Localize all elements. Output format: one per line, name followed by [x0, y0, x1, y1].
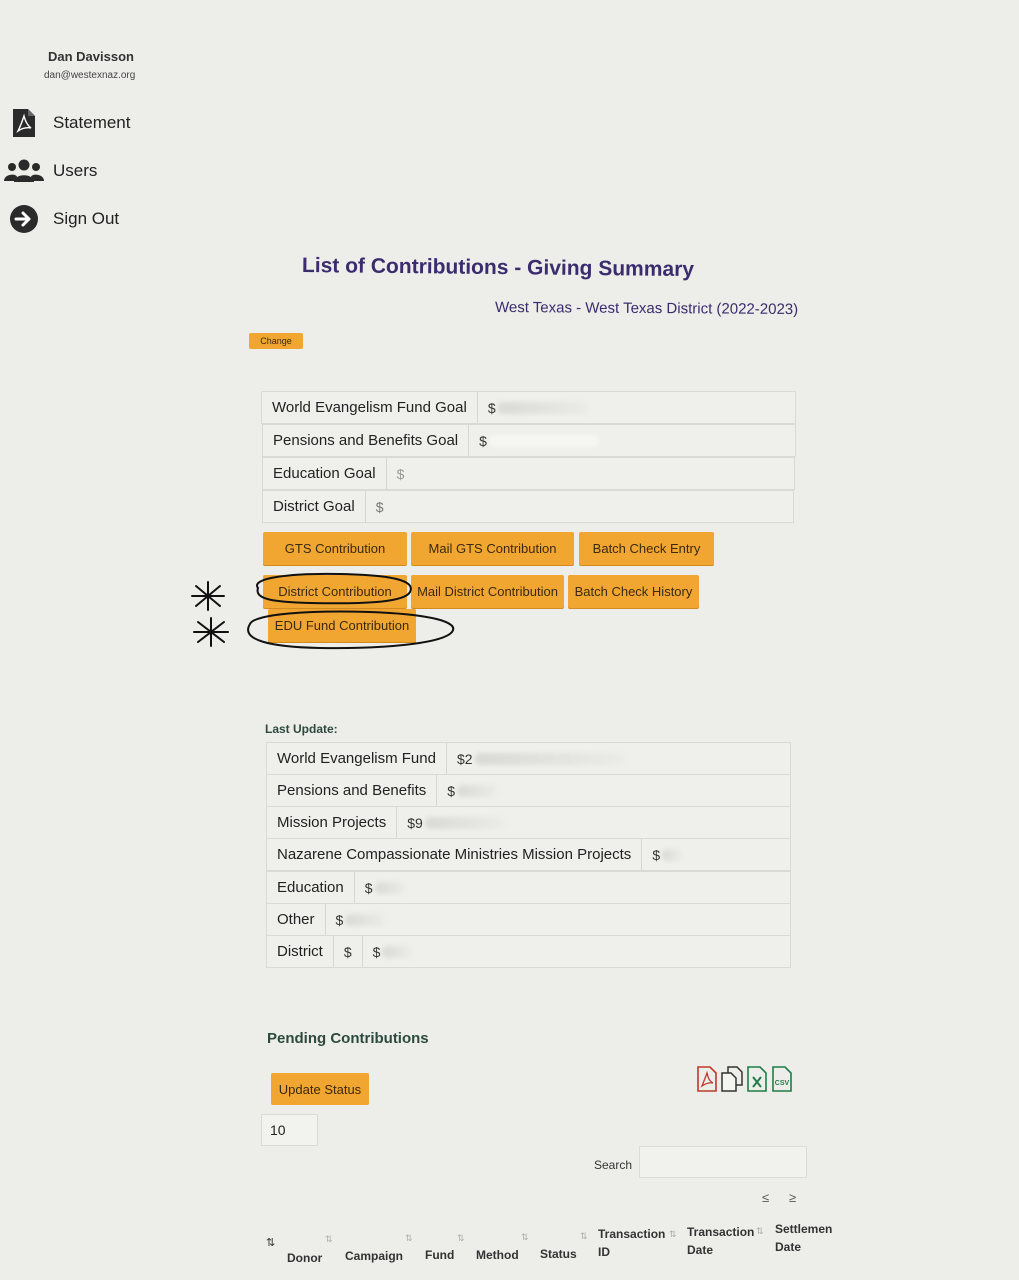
fund-label: Nazarene Compassionate Ministries Mission Projects	[267, 839, 642, 870]
sort-icon[interactable]: ⇅	[266, 1237, 276, 1249]
column-header-donor[interactable]: Donor	[287, 1251, 323, 1265]
fund-label: Education	[267, 872, 355, 903]
users-icon	[4, 156, 44, 186]
fund-value: $	[642, 839, 790, 870]
fund-row-mission-projects	[266, 806, 791, 839]
sidebar-item-label: Users	[53, 161, 98, 180]
change-button[interactable]: Change	[249, 333, 303, 349]
excel-export-icon[interactable]	[746, 1066, 768, 1092]
goal-label: World Evangelism Fund Goal	[262, 392, 478, 423]
fund-label: District	[267, 936, 334, 967]
prev-page-button[interactable]: ≤	[762, 1190, 770, 1205]
goal-value: $	[396, 465, 405, 482]
search-label: Search	[594, 1158, 633, 1172]
fund-value: $2	[447, 743, 790, 774]
edu-fund-contribution-button[interactable]: EDU Fund Contribution	[268, 609, 416, 642]
fund-row-ncm-mission-projects	[266, 838, 791, 871]
page-length-select[interactable]: 10	[261, 1114, 318, 1146]
sidebar-item-users[interactable]	[4, 154, 97, 188]
batch-check-entry-button[interactable]: Batch Check Entry	[579, 532, 714, 565]
last-update-heading: Last Update:	[265, 722, 338, 736]
goal-label: Pensions and Benefits Goal	[263, 425, 469, 456]
pending-contributions-heading: Pending Contributions	[267, 1030, 429, 1047]
search-input[interactable]	[639, 1146, 807, 1178]
goal-value: $	[469, 425, 795, 456]
fund-label: Mission Projects	[267, 807, 397, 838]
column-header-status[interactable]: Status	[540, 1247, 577, 1261]
goal-row-district	[262, 490, 794, 523]
goal-row-education	[262, 457, 795, 490]
pdf-export-icon[interactable]	[696, 1066, 718, 1092]
column-header-method[interactable]: Method	[476, 1248, 519, 1262]
sidebar-item-statement[interactable]	[4, 106, 131, 140]
sort-icon[interactable]: ⇅	[756, 1226, 764, 1236]
sort-icon[interactable]: ⇅	[405, 1233, 413, 1243]
sign-out-icon	[4, 204, 44, 234]
goal-row-pensions	[262, 424, 796, 457]
fund-label: Other	[267, 904, 326, 935]
mail-gts-contribution-button[interactable]: Mail GTS Contribution	[411, 532, 574, 565]
svg-text:CSV: CSV	[774, 1080, 790, 1087]
user-email: dan@westexnaz.org	[44, 70, 136, 81]
sort-icon[interactable]: ⇅	[580, 1231, 588, 1241]
fund-label: World Evangelism Fund	[267, 743, 447, 774]
gts-contribution-button[interactable]: GTS Contribution	[263, 532, 407, 565]
update-status-button[interactable]: Update Status	[271, 1073, 369, 1105]
fund-row-other	[266, 903, 791, 936]
goal-value: $	[375, 498, 384, 515]
user-name: Dan Davisson	[48, 49, 134, 64]
column-header-transaction-date[interactable]: Transaction Date	[687, 1225, 755, 1257]
fund-value: $	[437, 775, 790, 806]
sort-icon[interactable]: ⇅	[325, 1234, 333, 1244]
export-toolbar	[696, 1066, 793, 1092]
district-contribution-button[interactable]: District Contribution	[263, 575, 407, 608]
fund-value-secondary: $	[363, 936, 790, 967]
fund-row-district	[266, 935, 791, 968]
fund-value: $	[326, 904, 790, 935]
fund-value: $	[334, 936, 363, 967]
goal-label: Education Goal	[263, 458, 387, 489]
goal-value: $	[478, 392, 795, 423]
mail-district-contribution-button[interactable]: Mail District Contribution	[411, 575, 564, 608]
sort-icon[interactable]: ⇅	[669, 1229, 677, 1239]
pdf-file-icon	[4, 108, 44, 138]
fund-label: Pensions and Benefits	[267, 775, 437, 806]
sidebar-item-label: Sign Out	[53, 209, 120, 228]
sort-icon[interactable]: ⇅	[521, 1232, 529, 1242]
fund-value: $9	[397, 807, 790, 838]
csv-export-icon[interactable]	[771, 1066, 793, 1092]
column-header-campaign[interactable]: Campaign	[345, 1249, 404, 1263]
district-subtitle: West Texas - West Texas District (2022-2023)	[494, 298, 799, 319]
fund-row-world-evangelism	[266, 742, 791, 775]
next-page-button[interactable]: ≥	[789, 1190, 797, 1205]
fund-row-education	[266, 871, 791, 904]
goal-label: District Goal	[263, 491, 366, 522]
goal-row-world-evangelism	[261, 391, 796, 424]
sort-icon[interactable]: ⇅	[457, 1233, 465, 1243]
column-header-settlement-date[interactable]: Settlemen Date	[775, 1222, 833, 1254]
column-header-transaction-id[interactable]: Transaction ID	[598, 1227, 666, 1259]
sidebar-item-label: Statement	[53, 113, 131, 132]
sidebar-item-sign-out[interactable]	[4, 202, 119, 236]
copy-icon[interactable]	[721, 1066, 743, 1092]
fund-row-pensions	[266, 774, 791, 807]
batch-check-history-button[interactable]: Batch Check History	[568, 575, 699, 608]
column-header-fund[interactable]: Fund	[425, 1248, 455, 1262]
fund-value: $	[355, 872, 790, 903]
page-title: List of Contributions - Giving Summary	[301, 254, 695, 282]
